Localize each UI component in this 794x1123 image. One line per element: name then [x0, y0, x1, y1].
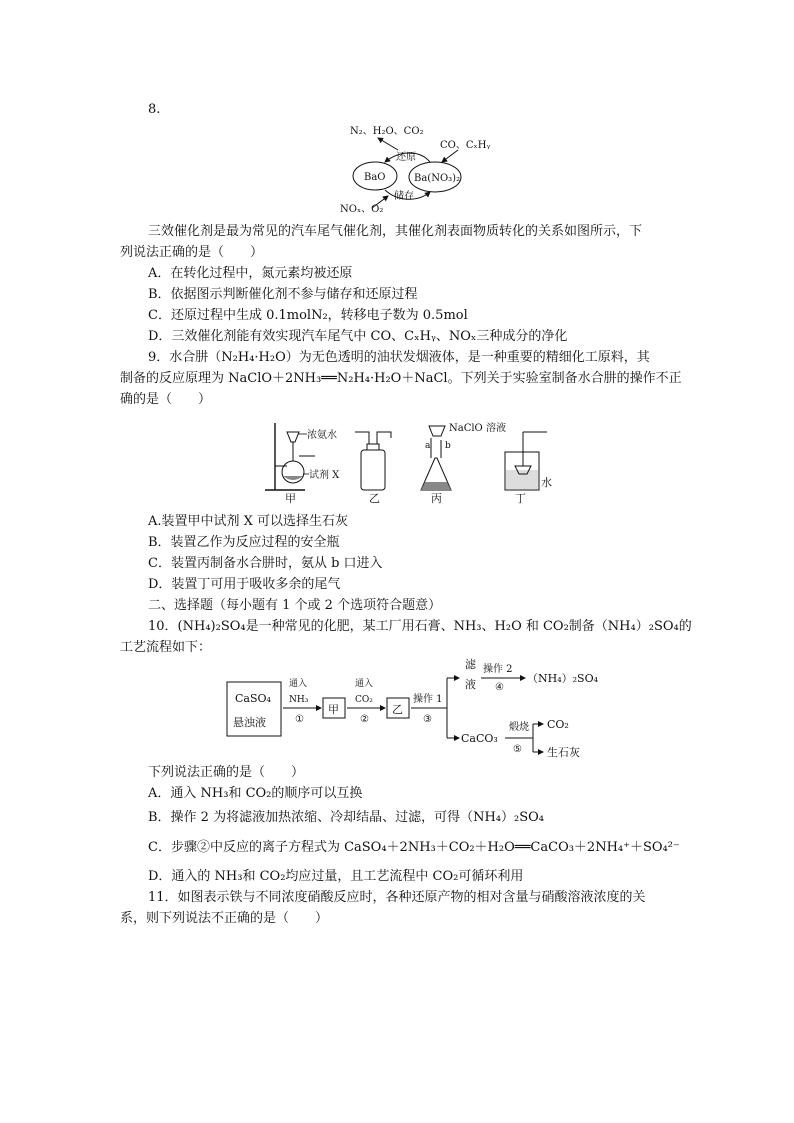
- step1-num: ①: [295, 714, 304, 725]
- apparatus-yi-label: 乙: [369, 492, 380, 505]
- co2-label: CO₂: [547, 718, 569, 731]
- diagram-top-left-label: N₂、H₂O、CO₂: [350, 126, 424, 137]
- step2-num: ②: [360, 714, 369, 725]
- product-label: （NH₄）₂SO₄: [527, 672, 599, 685]
- q8-option-c: C．还原过程中生成 0.1molN₂，转移电子数为 0.5mol: [148, 308, 468, 323]
- output-arrow: [378, 138, 398, 150]
- filtrate-char1: 滤: [465, 658, 476, 671]
- caco3-label: CaCO₃: [461, 732, 498, 745]
- q9-stem-line3: 确的是（ ）: [120, 392, 212, 407]
- q10-option-a: A．通入 NH₃和 CO₂的顺序可以互换: [148, 786, 363, 801]
- q8-option-d: D．三效催化剂能有效实现汽车尾气中 CO、CₓHᵧ、NOₓ三种成分的净化: [148, 329, 568, 344]
- barium-nitrate-label: Ba(NO₃)₂: [414, 173, 461, 184]
- naclo-label: NaClO 溶液: [449, 423, 506, 434]
- safety-bottle: [361, 450, 385, 490]
- diagram-top-right-label: CO、CₓHᵧ: [440, 140, 491, 151]
- q8-option-b: B．依据图示判断催化剂不参与储存和还原过程: [148, 287, 418, 302]
- q8-stem-line1: 三效催化剂是最为常见的汽车尾气催化剂，其催化剂表面物质转化的关系如图所示，下: [148, 224, 643, 239]
- q10-question: 下列说法正确的是（ ）: [148, 765, 305, 780]
- step1-top: 通入: [289, 679, 308, 689]
- q9-option-c: C．装置丙制备水合肼时，氨从 b 口进入: [148, 556, 383, 571]
- catalyst-cycle-diagram: [330, 120, 500, 220]
- apparatus-bing-label: 丙: [431, 492, 442, 505]
- step1-mid: NH₃: [289, 695, 309, 705]
- port-a-label: a: [425, 441, 431, 451]
- q10-stem-line1: 10．(NH₄)₂SO₄是一种常见的化肥，某工厂用石膏、NH₃、H₂O 和 CO₂制备（NH₄）₂SO₄的: [148, 619, 692, 634]
- q9-option-a: A.装置甲中试剂 X 可以选择生石灰: [148, 514, 349, 529]
- reduce-label: 还原: [396, 152, 416, 163]
- input-arrow: [442, 150, 458, 162]
- q10-option-d: D．通入的 NH₃和 CO₂均应过量，且工艺流程中 CO₂可循环利用: [148, 869, 524, 884]
- apparatus-figure: [265, 418, 565, 506]
- quicklime-label: 生石灰: [547, 746, 580, 758]
- step2-top: 通入: [355, 679, 374, 689]
- jia-label: 甲: [328, 703, 339, 716]
- q8-stem-line2: 列说法正确的是（ ）: [120, 245, 264, 260]
- process-flow-diagram: [225, 658, 615, 758]
- q9-option-d: D．装置丁可用于吸收多余的尾气: [148, 577, 341, 592]
- op1-label: 操作 1: [413, 694, 443, 705]
- calcine-label: 煅烧: [509, 722, 529, 733]
- q8-option-a: A．在转化过程中，氮元素均被还原: [148, 266, 353, 281]
- section-two-heading: 二、选择题（每小题有 1 个或 2 个选项符合题意）: [148, 598, 442, 613]
- caso4-label: CaSO₄: [235, 692, 271, 705]
- suspension-label: 悬浊液: [233, 716, 266, 729]
- op1-num: ③: [423, 714, 432, 725]
- q11-stem-line1: 11．如图表示铁与不同浓度硝酸反应时，各种还原产物的相对含量与硝酸溶液浓度的关: [148, 890, 646, 905]
- op2-num: ④: [495, 682, 504, 693]
- reagent-x-label: 试剂 X: [309, 470, 340, 481]
- water-label: 水: [541, 476, 552, 489]
- yi-label: 乙: [392, 703, 403, 716]
- filtrate-char2: 液: [465, 678, 476, 691]
- store-label: 储存: [394, 191, 414, 202]
- ammonia-label: 浓氨水: [307, 430, 337, 441]
- q8-number: 8.: [148, 102, 161, 117]
- q9-stem-line1: 9．水合肼（N₂H₄·H₂O）为无色透明的油状发烟液体，是一种重要的精细化工原料，其: [148, 350, 650, 365]
- apparatus-jia-label: 甲: [285, 492, 296, 505]
- q9-stem-line2: 制备的反应原理为 NaClO＋2NH₃══N₂H₄·H₂O＋NaCl。下列关于实验室制备水合肼的操作不正: [120, 371, 682, 386]
- port-b-label: b: [445, 441, 451, 451]
- diagram-bottom-label: NOₓ、O₂: [340, 204, 384, 215]
- q11-stem-line2: 系，则下列说法不正确的是（ ）: [120, 911, 329, 926]
- op2-label: 操作 2: [483, 664, 513, 675]
- q10-option-b: B．操作 2 为将滤液加热浓缩、冷却结晶、过滤，可得（NH₄）₂SO₄: [148, 810, 544, 825]
- q9-option-b: B．装置乙作为反应过程的安全瓶: [148, 535, 340, 550]
- bao-label: BaO: [364, 172, 386, 183]
- apparatus-ding-label: 丁: [515, 492, 526, 505]
- q10-stem-line2: 工艺流程如下：: [120, 640, 212, 655]
- calcine-num: ⑤: [513, 744, 522, 755]
- step2-mid: CO₂: [355, 695, 373, 705]
- q10-option-c: C．步骤②中反应的离子方程式为 CaSO₄＋2NH₃＋CO₂＋H₂O══CaCO₃＋2NH₄⁺＋SO₄²⁻: [148, 840, 680, 855]
- dropping-funnel: [287, 432, 299, 442]
